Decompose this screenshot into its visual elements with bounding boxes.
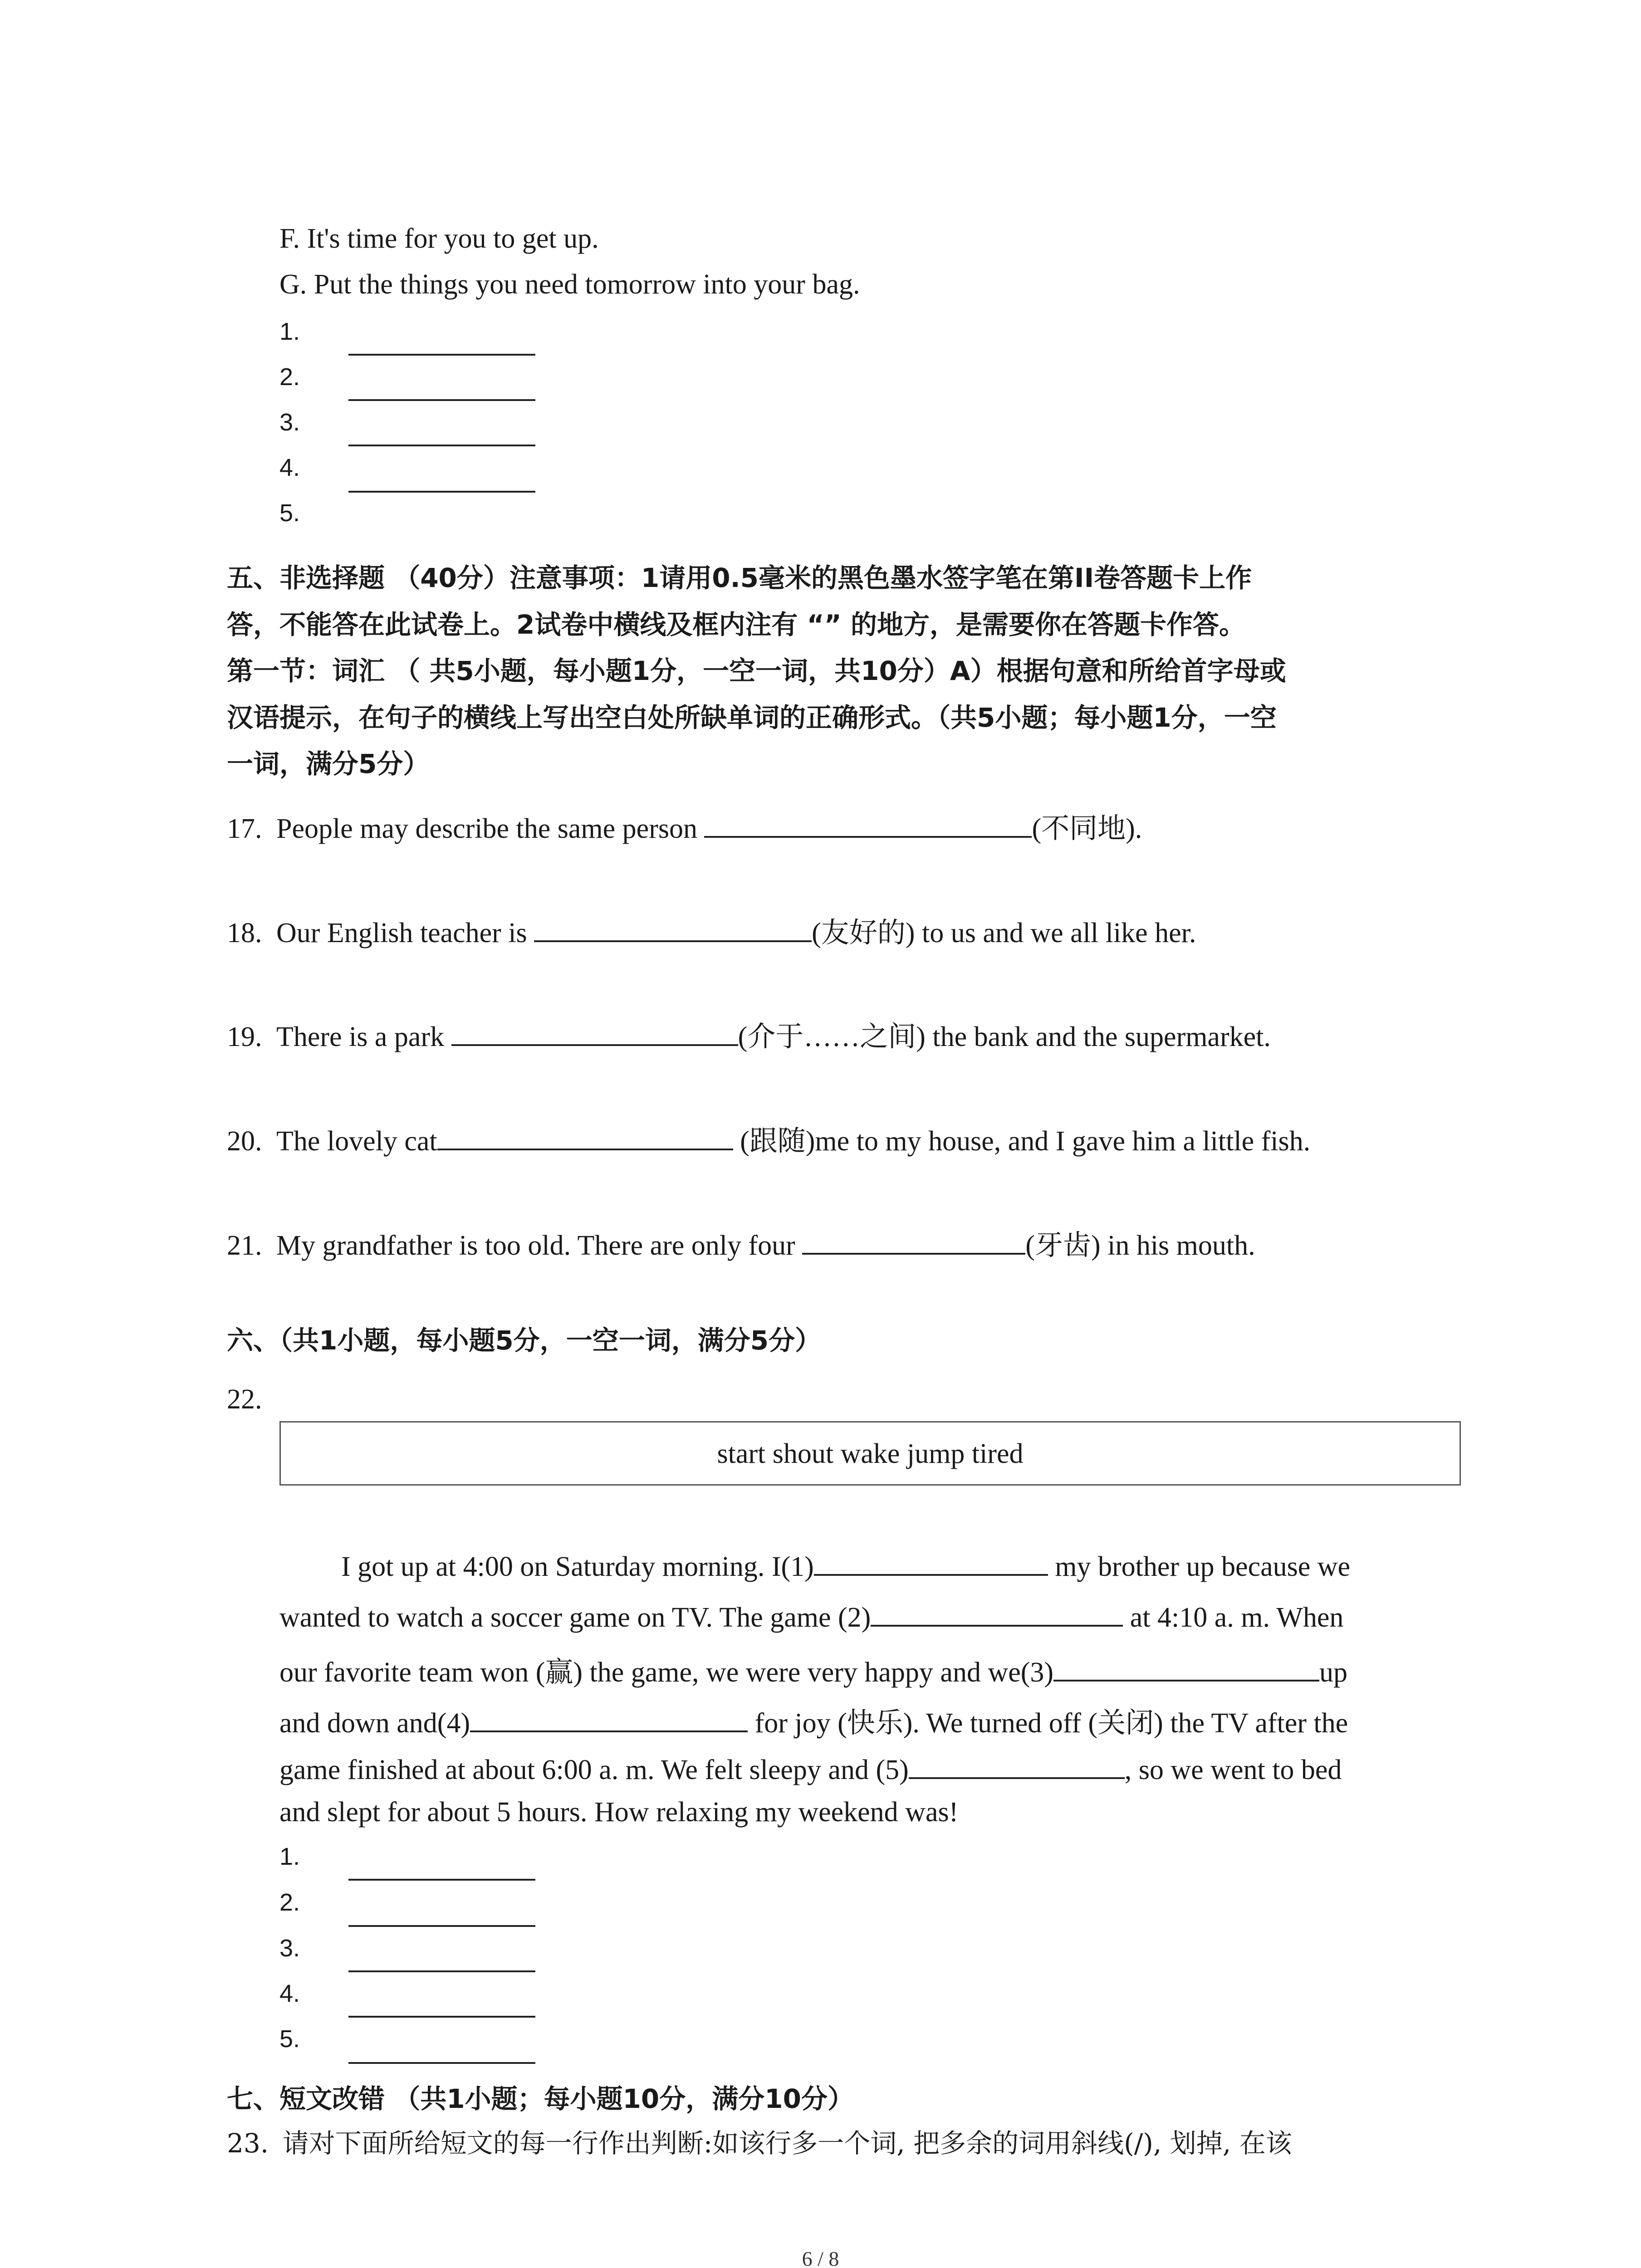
answer-blank[interactable]	[348, 1925, 535, 1927]
answer-number: 2.	[279, 363, 300, 391]
question-23	[227, 2128, 1292, 2159]
passage-text: up	[1319, 1657, 1348, 1688]
question-number: 18.	[227, 918, 262, 948]
answer-blank[interactable]	[871, 1598, 1123, 1627]
question-text: There is a park	[276, 1022, 451, 1052]
question-hint: (牙齿)	[1025, 1230, 1101, 1261]
passage-text: game finished at about 6:00 a. m. We felt sleepy and (5)	[279, 1755, 909, 1785]
answer-number: 5.	[279, 499, 300, 527]
passage-line	[279, 1598, 1423, 1634]
question-hint: (不同地).	[1032, 813, 1142, 844]
question-hint: (介于……之间)	[738, 1022, 926, 1052]
passage-line	[279, 1548, 1484, 1583]
passage-text: , so we went to bed	[1124, 1755, 1342, 1785]
passage-text: my brother up because we	[1048, 1551, 1351, 1582]
answer-blank[interactable]	[348, 491, 535, 493]
question-hint: (跟随)	[733, 1126, 815, 1157]
question-text: My grandfather is too old. There are only four	[276, 1230, 803, 1261]
section-5-line: 一词，满分5分）	[227, 748, 430, 779]
question-text: 请对下面所给短文的每一行作出判断:如该行多一个词, 把多余的词用斜线(/), 划掉, 在该	[282, 2128, 1292, 2159]
section-6-title: 六、（共1小题，每小题5分，一空一词，满分5分）	[227, 1325, 822, 1356]
question-text-after: to us and we all like her.	[915, 918, 1196, 948]
answer-blank[interactable]	[814, 1548, 1048, 1576]
answer-blank[interactable]	[348, 354, 535, 356]
page-number: 6 / 8	[802, 2247, 839, 2268]
answer-blank[interactable]	[802, 1227, 1025, 1255]
question-21	[227, 1227, 1255, 1260]
question-17	[227, 810, 1142, 843]
answer-number: 1.	[279, 318, 300, 345]
answer-number: 3.	[279, 1935, 300, 1962]
answer-blank[interactable]	[704, 810, 1032, 838]
word-box	[279, 1421, 1461, 1486]
passage-line	[279, 1751, 1423, 1786]
answer-number: 2.	[279, 1889, 300, 1916]
question-number: 19.	[227, 1022, 262, 1052]
passage-text: I got up at 4:00 on Saturday morning. I(1)	[341, 1551, 814, 1582]
question-text: Our English teacher is	[276, 918, 534, 948]
answer-blank[interactable]	[348, 2016, 535, 2018]
word-box-text: start shout wake jump tired	[717, 1438, 1024, 1469]
section-5-line: 答，不能答在此试卷上。2试卷中横线及框内注有 “” 的地方，是需要你在答题卡作答。	[227, 609, 1245, 640]
answer-blank[interactable]	[348, 2062, 535, 2064]
question-text-after: the bank and the supermarket.	[925, 1022, 1271, 1052]
option-f: F. It's time for you to get up.	[279, 223, 599, 254]
question-number: 21.	[227, 1230, 262, 1261]
passage-line	[279, 1649, 1423, 1690]
section-5-line: 第一节：词汇 （ 共5小题，每小题1分，一空一词，共10分）A）根据句意和所给首字母或	[227, 655, 1286, 686]
section-5-line: 五、非选择题 （40分）注意事项：1请用0.5毫米的黑色墨水签字笔在第II卷答题卡上作	[227, 562, 1252, 593]
question-22-number: 22.	[227, 1384, 262, 1415]
answer-number: 1.	[279, 1843, 300, 1870]
answer-blank[interactable]	[348, 445, 535, 446]
question-18	[227, 914, 1196, 947]
answer-blank[interactable]	[451, 1018, 738, 1046]
passage-line	[279, 1700, 1423, 1740]
answer-blank[interactable]	[909, 1751, 1125, 1779]
question-text-after: me to my house, and I gave him a little fish.	[815, 1126, 1311, 1157]
question-text: The lovely cat	[276, 1126, 437, 1157]
question-text-after: in his mouth.	[1100, 1230, 1255, 1261]
question-number: 20.	[227, 1126, 262, 1157]
answer-blank[interactable]	[1053, 1653, 1319, 1681]
question-number: 23.	[227, 2128, 269, 2159]
answer-number: 4.	[279, 454, 300, 481]
section-5-line: 汉语提示，在句子的横线上写出空白处所缺单词的正确形式。（共5小题；每小题1分，一空	[227, 702, 1277, 733]
answer-blank[interactable]	[348, 399, 535, 401]
option-g: G. Put the things you need tomorrow into your bag.	[279, 269, 860, 300]
passage-text: and slept for about 5 hours. How relaxing my weekend was!	[279, 1797, 959, 1828]
question-20	[227, 1122, 1310, 1155]
passage-text: at 4:10 a. m. When	[1123, 1602, 1344, 1633]
question-hint: (友好的)	[812, 918, 915, 948]
answer-blank[interactable]	[348, 1970, 535, 1972]
passage-text: for joy (快乐). We turned off (关闭) the TV after the	[748, 1708, 1348, 1739]
passage-text: wanted to watch a soccer game on TV. The game (2)	[279, 1602, 871, 1633]
question-19	[227, 1018, 1271, 1051]
answer-number: 3.	[279, 409, 300, 436]
answer-blank[interactable]	[348, 1879, 535, 1881]
answer-number: 4.	[279, 1980, 300, 2007]
answer-blank[interactable]	[470, 1704, 748, 1732]
passage-line	[279, 1796, 1423, 1828]
answer-number: 5.	[279, 2025, 300, 2053]
question-number: 17.	[227, 813, 262, 844]
passage-text: our favorite team won (赢) the game, we were very happy and we(3)	[279, 1657, 1054, 1688]
question-text: People may describe the same person	[276, 813, 705, 844]
section-7-title: 七、短文改错 （共1小题；每小题10分，满分10分）	[227, 2083, 854, 2114]
answer-blank[interactable]	[534, 914, 812, 942]
passage-text: and down and(4)	[279, 1708, 470, 1739]
answer-blank[interactable]	[437, 1122, 733, 1150]
